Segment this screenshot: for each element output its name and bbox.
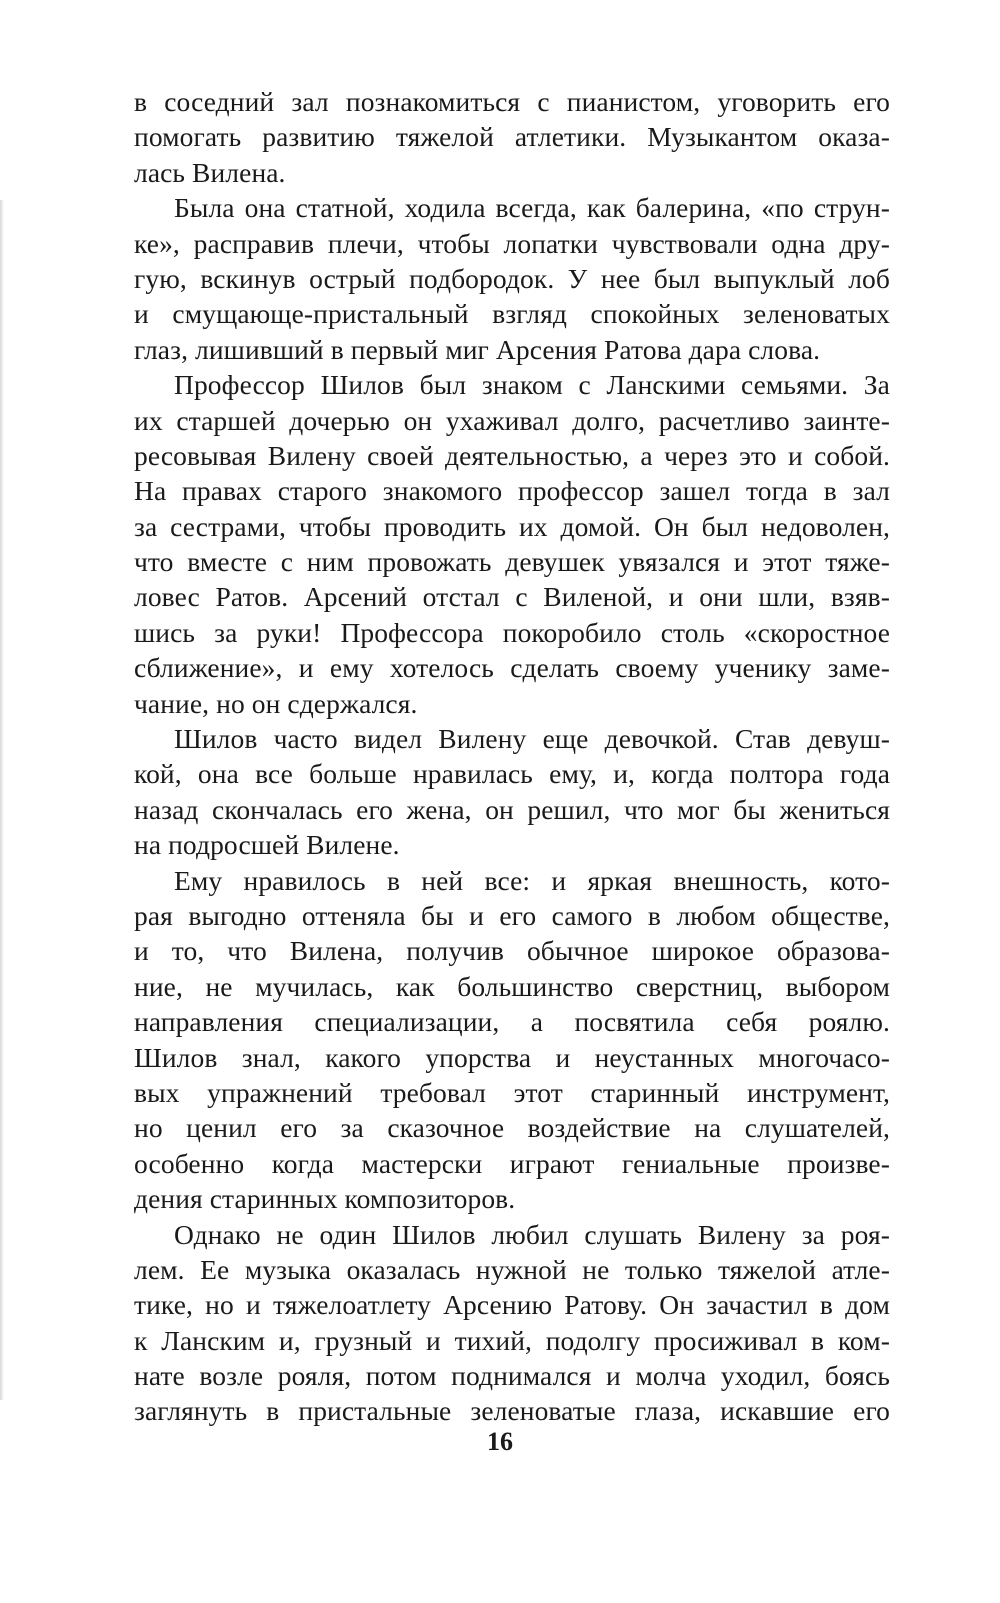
- text-line: лась Вилена.: [134, 156, 286, 188]
- text-line: заглянуть в пристальные зеленоватые глаза, искавшие его: [134, 1395, 890, 1427]
- text-line: Шилов знал, какого упорства и неустанных многочасо-: [134, 1041, 890, 1073]
- body-text: [134, 84, 890, 1429]
- text-line: гую, вскинув острый подбородок. У нее был выпуклый лоб: [134, 262, 890, 294]
- text-line: направления специализации, а посвятила себя роялю.: [134, 1006, 890, 1038]
- text-line: ние, не мучилась, как большинство сверстниц, выбором: [134, 970, 890, 1002]
- text-line: лем. Ее музыка оказалась нужной не только тяжелой атле-: [134, 1253, 890, 1285]
- text-line: в соседний зал познакомиться с пианистом, уговорить его: [134, 86, 890, 117]
- text-line: но ценил его за сказочное воздействие на слушателей,: [134, 1112, 890, 1144]
- text-line: к Ланским и, грузный и тихий, подолгу просиживал в ком-: [134, 1324, 890, 1356]
- text-line: Шилов часто видел Вилену еще девочкой. Став девуш-: [174, 723, 890, 755]
- text-line: вых упражнений требовал этот старинный инструмент,: [134, 1076, 890, 1108]
- text-line: рая выгодно оттеняла бы и его самого в любом обществе,: [134, 899, 890, 931]
- text-line: тике, но и тяжелоатлету Арсению Ратову. Он зачастил в дом: [134, 1289, 890, 1321]
- text-line: На правах старого знакомого профессор зашел тогда в зал: [134, 475, 890, 507]
- text-line: кой, она все больше нравилась ему, и, когда полтора года: [134, 758, 890, 790]
- text-line: помогать развитию тяжелой атлетики. Музыкантом оказа-: [134, 121, 890, 153]
- text-line: Была она статной, ходила всегда, как балерина, «по струн-: [174, 192, 890, 224]
- text-line: шись за руки! Профессора покоробило столь «скоростное: [134, 616, 890, 648]
- page-edge-shadow: [0, 200, 4, 1400]
- text-line: Ему нравилось в ней все: и яркая внешность, кото-: [174, 864, 890, 896]
- text-line: дения старинных композиторов.: [134, 1183, 516, 1215]
- text-line: ловес Ратов. Арсений отстал с Виленой, и они шли, взяв-: [134, 581, 890, 613]
- text-line: ке», расправив плечи, чтобы лопатки чувствовали одна дру-: [134, 227, 890, 259]
- text-line: Однако не один Шилов любил слушать Вилену за роя-: [174, 1218, 890, 1250]
- text-line: их старшей дочерью он ухаживал долго, расчетливо заинте-: [134, 404, 890, 436]
- text-line: нате возле рояля, потом поднимался и молча уходил, боясь: [134, 1360, 890, 1392]
- text-line: Профессор Шилов был знаком с Ланскими семьями. За: [174, 369, 890, 401]
- text-line: сближение», и ему хотелось сделать своему ученику заме-: [134, 652, 890, 684]
- text-line: особенно когда мастерски играют гениальные произве-: [134, 1147, 890, 1179]
- text-line: назад скончалась его жена, он решил, что мог бы жениться: [134, 793, 890, 825]
- page-number: 16: [487, 1427, 513, 1456]
- text-line: что вместе с ним провожать девушек увязался и этот тяже-: [134, 546, 890, 578]
- text-line: чание, но он сдержался.: [134, 687, 418, 719]
- text-line: и смущающе-пристальный взгляд спокойных зеленоватых: [134, 298, 890, 330]
- text-line: глаз, лишивший в первый миг Арсения Ратова дара слова.: [134, 333, 821, 365]
- text-line: за сестрами, чтобы проводить их домой. Он был недоволен,: [134, 510, 890, 542]
- text-line: ресовывая Вилену своей деятельностью, а через это и собой.: [134, 439, 890, 471]
- text-line: на подросшей Вилене.: [134, 829, 400, 861]
- text-line: и то, что Вилена, получив обычное широкое образова-: [134, 935, 890, 967]
